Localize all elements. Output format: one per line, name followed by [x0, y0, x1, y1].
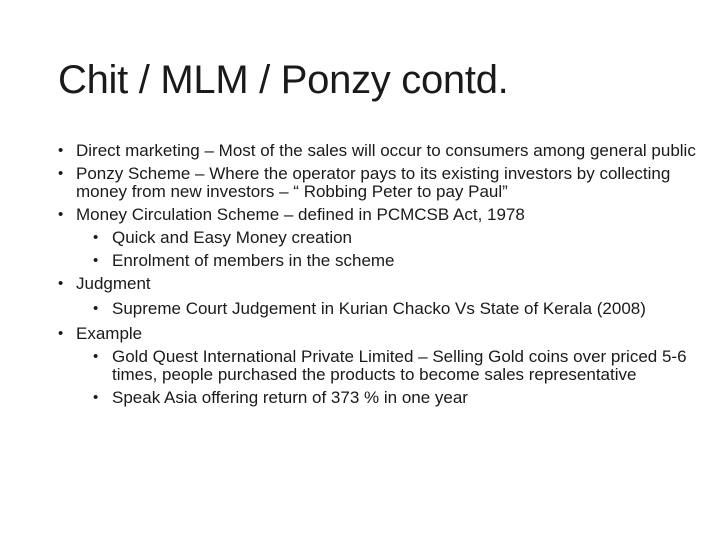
list-item-ponzy-scheme [56, 165, 696, 201]
list-item-text: Judgment [76, 274, 151, 293]
bullet-icon: • [58, 325, 64, 342]
list-item-text: Example [76, 324, 143, 343]
list-subitem-gold-quest [56, 348, 696, 384]
list-subitem-enrolment [56, 252, 696, 270]
bullet-list [56, 142, 696, 407]
bullet-icon: • [58, 165, 64, 182]
list-item-text: Quick and Easy Money creation [112, 228, 353, 247]
list-item-money-circulation [56, 206, 696, 224]
bullet-icon: • [93, 348, 99, 365]
list-item-text: Direct marketing – Most of the sales will occur to consumers among general public [76, 141, 696, 160]
list-subitem-supreme-court [56, 300, 696, 318]
bullet-icon: • [58, 206, 64, 223]
bullet-icon: • [58, 142, 64, 159]
slide-title: Chit / MLM / Ponzy contd. [58, 58, 509, 102]
list-subitem-quick-money [56, 229, 696, 247]
bullet-icon: • [93, 389, 99, 406]
bullet-icon: • [93, 252, 99, 269]
list-item-text: Speak Asia offering return of 373 % in one year [112, 388, 468, 407]
list-item-text: Money Circulation Scheme – defined in PCMCSB Act, 1978 [76, 205, 525, 224]
list-item-direct-marketing [56, 142, 696, 160]
bullet-icon: • [93, 229, 99, 246]
list-item-text: Gold Quest International Private Limited – Selling Gold coins over priced 5-6 times, people purchased the products to become sales representative [112, 347, 687, 384]
bullet-icon: • [58, 275, 64, 292]
list-item-text: Supreme Court Judgement in Kurian Chacko Vs State of Kerala (2008) [112, 299, 646, 318]
list-item-text: Ponzy Scheme – Where the operator pays to its existing investors by collecting money from new investors – “ Robbing Peter to pay Paul” [76, 164, 671, 201]
list-subitem-speak-asia [56, 389, 696, 407]
list-item-text: Enrolment of members in the scheme [112, 251, 395, 270]
list-item-example [56, 325, 696, 343]
bullet-icon: • [93, 300, 99, 317]
list-item-judgment [56, 275, 696, 293]
